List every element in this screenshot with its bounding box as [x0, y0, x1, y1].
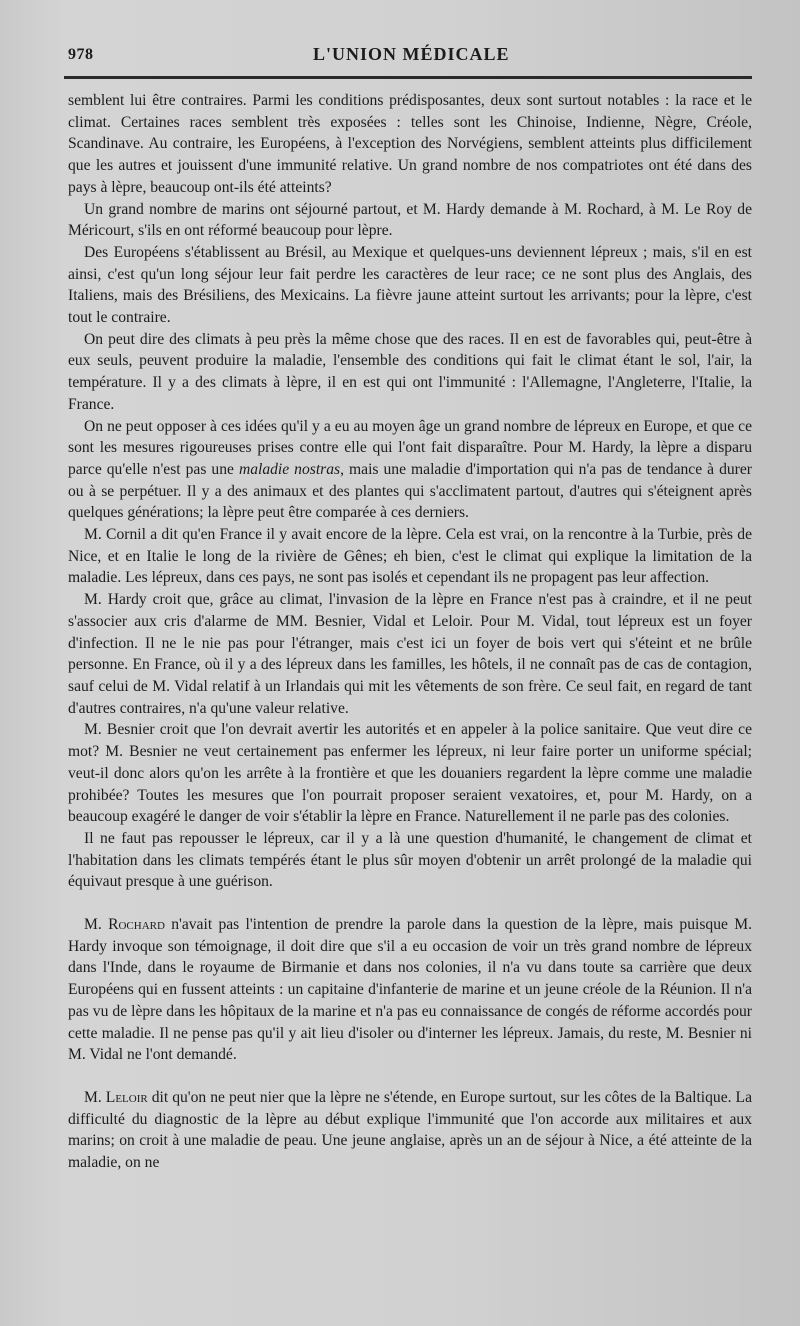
article-body: [68, 90, 752, 1174]
paragraph-6: M. Cornil a dit qu'en France il y avait encore de la lèpre. Cela est vrai, on la rencontre à la Turbie, près de Nice, et en Italie le long de la rivière de Gênes; eh bien, c'est le climat qui explique la limitation de la maladie. Les lépreux, dans ces pays, ne sont pas isolés et cependant ils ne propagent pas leur affection.: [68, 526, 752, 587]
speaker-name-leloir: Leloir: [105, 1088, 148, 1106]
paragraph-3: Des Européens s'établissent au Brésil, au Mexique et quelques-uns deviennent lépreux ; mais, s'il en est ainsi, c'est qu'un long séjour leur fait perdre les caractères de leur race; ce ne sont plus des Anglais, des Italiens, mais des Brésiliens, des Mexicains. La fièvre jaune atteint surtout les arrivants; pour la lèpre, c'est tout le contraire.: [68, 243, 752, 327]
paragraph-9: Il ne faut pas repousser le lépreux, car il y a là une question d'humanité, le changement de climat et l'habitation dans les climats tempérés étant le plus sûr moyen d'obtenir un arrêt prolongé de la maladie qui équivaut presque à une guérison.: [68, 829, 752, 891]
paragraph-2: Un grand nombre de marins ont séjourné partout, et M. Hardy demande à M. Rochard, à M. Le Roy de Méricourt, s'ils en ont réformé beaucoup pour lèpre.: [68, 200, 752, 240]
paragraph-5-text-after: , mais une maladie d'importation qui n'a pas de tendance à durer ou à se perpétuer. Il y a des animaux et des plantes qui s'acclimatent partout, d'autres qui s'éteignent après quelques générations; la lèpre peut être comparée à ces derniers.: [68, 460, 752, 522]
journal-title: L'UNION MÉDICALE: [313, 44, 510, 64]
paragraph-8: M. Besnier croit que l'on devrait avertir les autorités et en appeler à la police sanitaire. Que veut dire ce mot? M. Besnier ne veut certainement pas enfermer les lépreux, ni leur faire porter un uniforme spécial; veut-il donc alors qu'on les arrête à la frontière et que les douaniers regardent la lèpre comme une maladie prohibée? Toutes les mesures que l'on pourrait proposer seraient vexatoires, et, pour M. Hardy, on a beaucoup exagéré le danger de voir s'établir la lèpre en France. Naturellement il ne parle pas des colonies.: [68, 721, 752, 826]
paragraph-5-text-before: On ne peut opposer à ces idées qu'il y a eu au moyen âge un grand nombre de lépreux en Europe, et que ce sont les mesures rigoureuses prises contre elle qui l'ont fait disparaître. Pour M. Hardy, la lèpre a disparu parce qu'elle n'est pas une: [68, 417, 752, 478]
speaker-prefix: M.: [84, 1088, 106, 1106]
paragraph-rochard: [68, 914, 752, 1066]
speaker-prefix: M.: [84, 916, 109, 934]
paragraph-5-italic: maladie nostras: [238, 460, 341, 478]
header-rule: [64, 76, 752, 79]
running-head: [68, 42, 740, 70]
paragraph-5: [68, 416, 752, 525]
paragraph-leloir-text: dit qu'on ne peut nier que la lèpre ne s'étende, en Europe surtout, sur les côtes de la Baltique. La difficulté du diagnostic de la lèpre au début explique l'immunité que l'on accorde aux militaires et aux marins; on croit à une maladie de peau. Une jeune anglaise, après un an de séjour à Nice, a été atteinte de la maladie, on ne: [68, 1088, 753, 1172]
paragraph-rochard-text: n'avait pas l'intention de prendre la parole dans la question de la lèpre, mais puisque M. Hardy invoque son témoignage, il doit dire que s'il a eu occasion de voir un très grand nombre de lépreux dans l'Inde, dans le royaume de Birmanie et dans nos colonies, il n'a vu dans toute sa carrière que deux Européens qui en fussent atteints : un capitaine d'infanterie de marine et un jeune créole de la Réunion. Il n'a pas vu de lèpre dans les hôpitaux de la marine et n'a pas eu connaissance de congés de réforme accordés pour cette maladie. Il ne pense pas qu'il y ait lieu d'isoler ou d'interner les lépreux. Jamais, du reste, M. Besnier ni M. Vidal ne l'ont demandé.: [68, 916, 752, 1064]
paragraph-leloir: [68, 1087, 752, 1174]
paragraph-7: M. Hardy croit que, grâce au climat, l'invasion de la lèpre en France n'est pas à craindre, et il ne peut s'associer aux cris d'alarme de MM. Besnier, Vidal et Leloir. Pour M. Vidal, tout lépreux est un foyer d'infection. Il ne le nie pas pour l'étranger, mais c'est ici un foyer de bois vert qui s'éteint et ne brûle personne. En France, où il y a des lépreux dans les familles, les hôtels, il ne connaît pas de cas de contagion, sauf celui de M. Vidal relatif à un Irlandais qui mit les vêtements de son frère. Ce seul fait, en regard de tant d'autres contraires, n'a qu'une valeur relative.: [68, 591, 752, 717]
paragraph-1: semblent lui être contraires. Parmi les conditions prédisposantes, deux sont surtout notables : la race et le climat. Certaines races semblent très exposées : telles sont les Chinoise, Indienne, Nègre, Créole, Scandinave. Au contraire, les Européens, à l'exception des Norvégiens, semblent atteints plus difficilement que les autres et jouissent d'une immunité relative. Un grand nombre de nos compatriotes ont été dans des pays à lèpre, beaucoup ont-ils été atteints?: [68, 92, 752, 196]
page-number: 978: [68, 46, 94, 63]
paragraph-4: On peut dire des climats à peu près la même chose que des races. Il en est de favorables qui, peut-être à eux seuls, peuvent produire la maladie, l'ensemble des conditions qui fait le climat étant le sol, l'air, la température. Il y a des climats à lèpre, il en est qui ont l'immunité : l'Allemagne, l'Angleterre, l'Italie, la France.: [68, 330, 752, 413]
speaker-name-rochard: Rochard: [108, 916, 165, 934]
